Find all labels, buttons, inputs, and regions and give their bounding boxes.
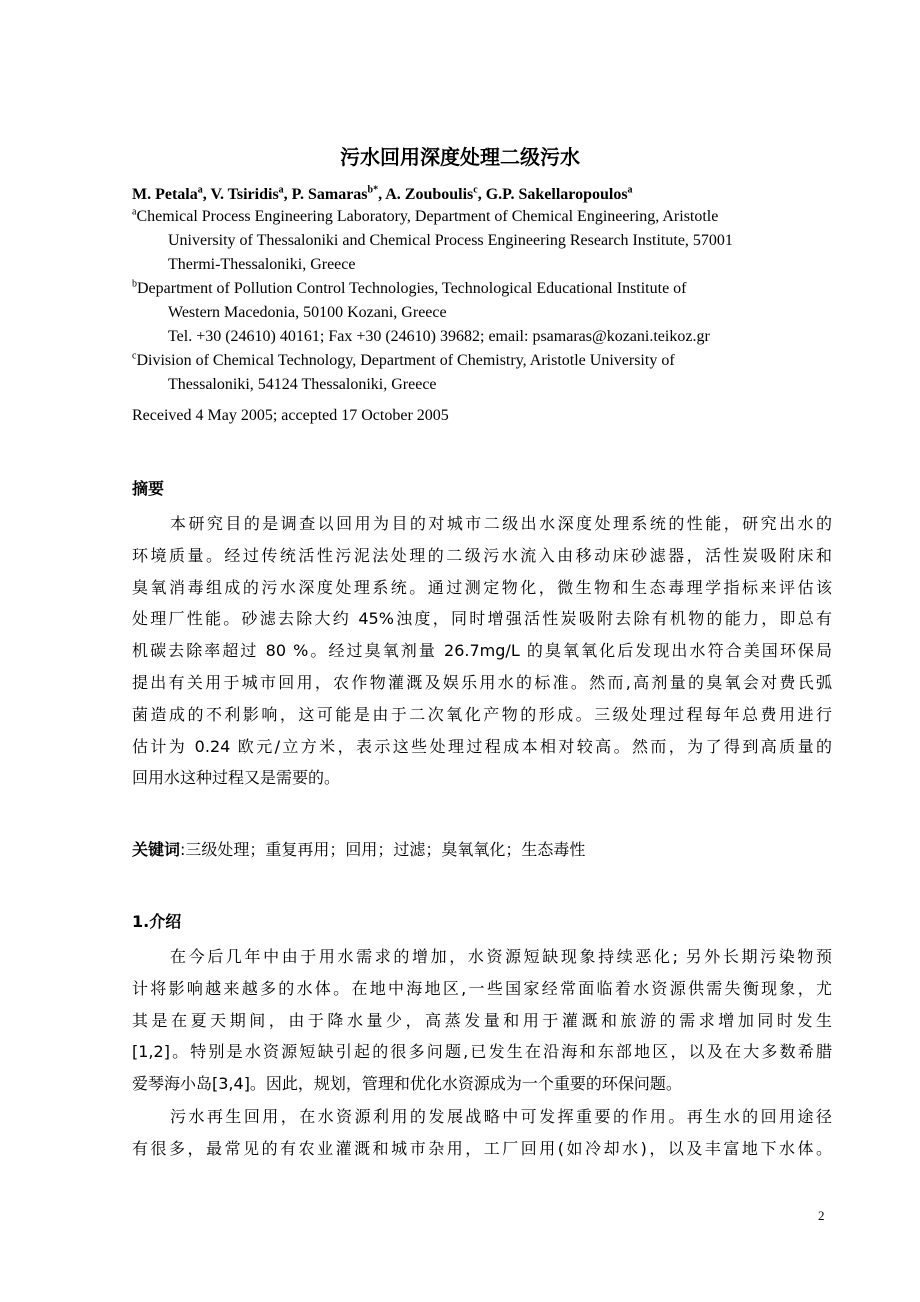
author: P. Samaras$^{b*}$, bbox=[291, 184, 386, 203]
keywords-label: 关键词 bbox=[132, 840, 181, 859]
author: A. Zouboulis$^c$, bbox=[385, 184, 486, 203]
affiliation-a: $^a$Chemical Process Engineering Laboratory, Department of Chemical Engineering, Aristotle University of Thessaloniki and Chemical Process Engineering Research Institute, 57001 Thermi-Thessaloniki, Greece bbox=[132, 206, 733, 273]
intro-paragraph-1: 在今后几年中由于用水需求的增加，水资源短缺现象持续恶化; 另外长期污染物预 计将影响越来越多的水体。在地中海地区,一些国家经常面临着水资源供需失衡现象，尤 其是在夏天期间，由于降水量少，高蒸发量和用于灌溉和旅游的需求增加同时发生 [1,2]。特别是水资源短缺引起的很多问题,已发生在沿海和东部地区，以及在大多数希腊 爱琴海小岛[3,4]。因此，规划，管理和优化水资源成为一个重要的环保问题。 bbox=[132, 947, 832, 1094]
author: M. Petala$^a$, bbox=[132, 184, 211, 203]
author: V. Tsiridis$^a$, bbox=[210, 184, 292, 203]
intro-paragraph-2: 污水再生回用，在水资源利用的发展战略中可发挥重要的作用。再生水的回用途径 有很多，最常见的有农业灌溉和城市杂用，工厂回用(如冷却水)，以及丰富地下水体。 bbox=[132, 1107, 832, 1158]
abstract-text: 本研究目的是调查以回用为目的对城市二级出水深度处理系统的性能，研究出水的 环境质量。经过传统活性污泥法处理的二级污水流入由移动床砂滤器，活性炭吸附床和 臭氧消毒组成的污水深度处理系统。通过测定物化，微生物和生态毒理学指标来评估该 处理厂性能。砂滤去除大约 45%浊度，同时增强活性炭吸附去除有机物的能力，即总有 机碳去除率超过 80 %。经过臭氧剂量 26.7mg/L 的臭氧氧化后发现出水符合美国环保局 提出有关用于城市回用，农作物灌溉及娱乐用水的标准。然而,高剂量的臭氧会对费氏弧 菌造成的不利影响，这可能是由于二次氧化产物的形成。三级处理过程每年总费用进行 估计为 0.24 欧元/立方米，表示这些处理过程成本相对较高。然而，为了得到高质量的 回用水这种过程又是需要的。 bbox=[132, 514, 832, 788]
author-list bbox=[132, 184, 832, 206]
keywords-text: :三级处理；重复再用；回用；过滤；臭氧氧化；生态毒性 bbox=[180, 840, 586, 859]
received-dates: Received 4 May 2005; accepted 17 October 2005 bbox=[132, 407, 449, 424]
page-number: 2 bbox=[818, 1208, 825, 1223]
keywords bbox=[132, 838, 585, 862]
intro-heading: 1.介绍 bbox=[132, 912, 182, 931]
abstract-heading: 摘要 bbox=[132, 479, 165, 498]
affiliation-c: $^c$Division of Chemical Technology, Department of Chemistry, Aristotle University of Thessaloniki, 54124 Thessaloniki, Greece bbox=[132, 350, 675, 393]
affiliation-b: $^b$Department of Pollution Control Technologies, Technological Educational Institute of Western Macedonia, 50100 Kozani, Greece Tel. +30 (24610) 40161; Fax +30 (24610) 39682; email: psamaras@kozani.teikoz.gr bbox=[132, 278, 710, 345]
author: G.P. Sakellaropoulos$^a$ bbox=[485, 184, 633, 203]
paper-title: 污水回用深度处理二级污水 bbox=[340, 145, 580, 169]
